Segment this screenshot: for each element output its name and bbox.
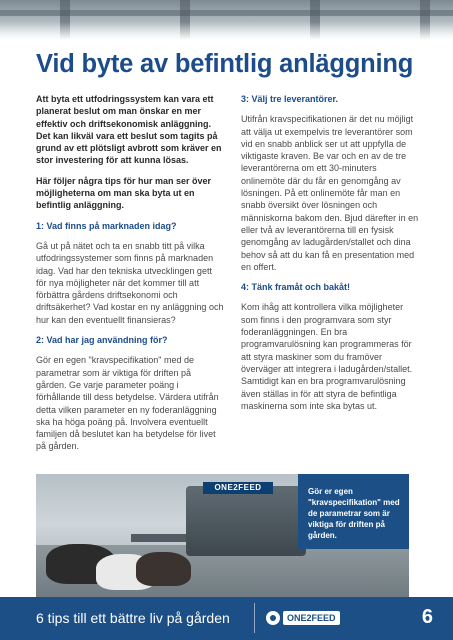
footer-title: 6 tips till ett bättre liv på gården [36,610,230,626]
tip-3-heading: 3: Välj tre leverantörer. [241,94,339,104]
page-title: Vid byte av befintlig anläggning [36,50,414,78]
intro-paragraph: Här följer några tips för hur man ser över möjligheterna om man ska byta ut en befintlig anläggning. [36,175,212,211]
tip-2-body: Gör en egen "kravspecifikation" med de parametrar som är viktiga för driften på gården. Ge varje parameter poäng i förhållande till dess betydelse. Värdera utifrån detta vilken parameter en ny foderanläggning ska ha höga poäng på. Involvera eventuellt familjen då beslutet kan ha betydelse för livet på gården. [36,355,219,452]
page-number: 6 [421,606,433,628]
right-column [241,93,421,420]
footer-bar [0,597,453,640]
logo-mark-icon [266,611,280,625]
left-column [36,93,224,461]
tip-1-body: Gå ut på nätet och ta en snabb titt på vilka utfodringssystemer som finns på marknaden idag. Vad har den tekniska utvecklingen gett för nya möjligheter när det kommer till att förbättra gårdens driftsekonomi och driftsäkerhet? Vad kostar en ny anläggning och hur kan den eventuellt finansieras? [36,240,224,325]
tip-4-body: Kom ihåg att kontrollera vilka möjligheter som finns i den programvara som styr foderanläggningen. En bra programvarulösning kan programmeras för att styra maskiner som du framöver överväger att integrera i ladugården/stallet. Samtidigt kan en bra programvarulösning även ställas in för att styra de befintliga maskinerna som inte ska bytas ut. [241,302,413,411]
logo-wordmark: ONE2FEED [283,611,340,625]
feeder-brand-sign: ONE2FEED [203,482,273,494]
tip-3-body: Utifrån kravspecifikationen är det nu möjligt att välja ut exempelvis tre leverantörer som vid en snabb anblick ser ut att uppfylla de viktigaste kraven. Be var och en av de tre leverantörerna om ett 30-minuters onlinemöte där du får en genomgång av lösningen. På ett onlinemöte får man en snabb översikt över lösningen och människorna bakom den. Bjud därefter in en eller två av leverantörerna till en fysisk genomgång av ladugården/stallet och dina behov så att du kan få en presentation med en offert. [241,114,419,272]
header-photo-strip [0,0,453,40]
tip-1-heading: 1: Vad finns på marknaden idag? [36,220,177,231]
callout-box: Gör er egen "kravspecifikation" med de parametrar som är viktiga för driften på gården. [298,474,409,549]
lead-paragraph: Att byta ett utfodringssystem kan vara ett planerat beslut om man önskar en mer effektiv och driftsekonomisk anläggning. Det kan likväl vara ett beslut som tagits på grund av ett plötsligt avbrott som kräver en stor investering för att kunna lösas. [36,94,222,166]
footer-divider [254,603,255,633]
tip-2-heading: 2: Vad har jag användning för? [36,335,168,346]
tip-4-heading: 4: Tänk framåt och bakåt! [241,282,351,293]
brand-logo [266,609,340,627]
